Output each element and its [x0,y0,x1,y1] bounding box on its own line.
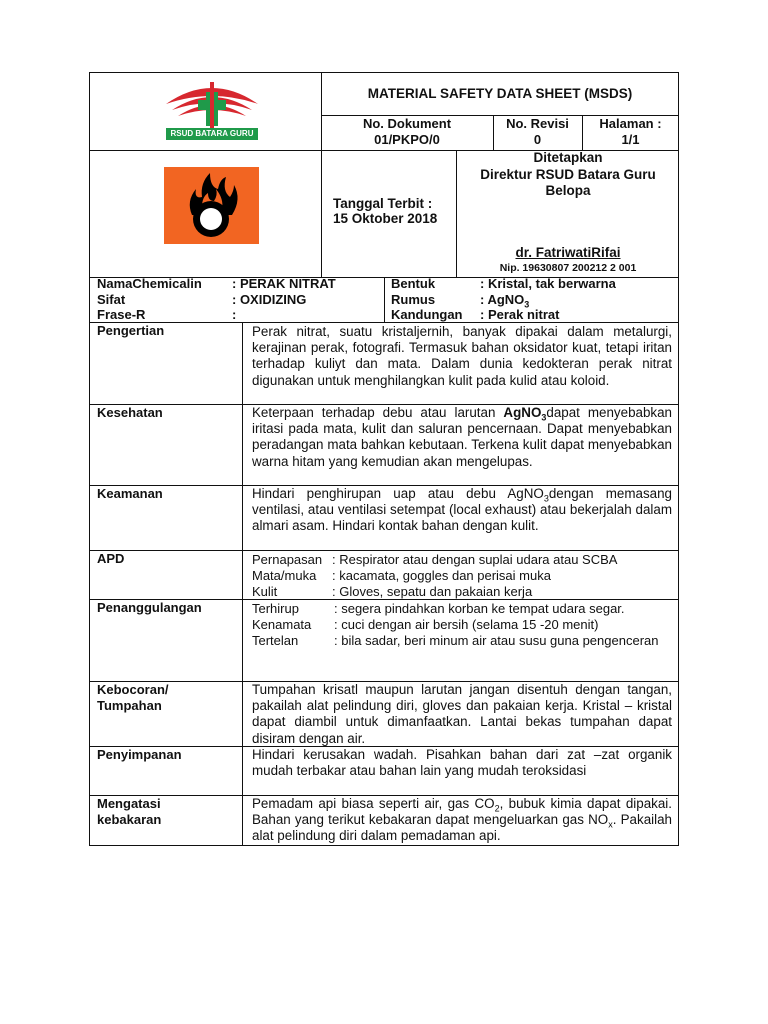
penyimpanan-label: Penyimpanan [97,747,182,762]
penanggulangan-row-kenamata: Kenamata : cuci dengan air bersih (selama 15 -20 menit) [252,617,599,632]
signer-nip: Nip. 19630807 200212 2 001 [499,262,637,274]
approval-line-3: Belopa [545,183,591,198]
chemical-name-value: : PERAK NITRAT [232,276,336,291]
kandungan-value: : Perak nitrat [480,307,560,322]
kesehatan-text: Keterpaan terhadap debu atau larutan AgNO$_3$dapat menyebabkan iritasi pada mata, kulit dan saluran pencernaan. Dapat menyebabkan peradangan mata bahkan kebutaan. Terkena kulit dapat menyebabkan warna hitam yang kemudian akan mengelupas. [252,405,672,469]
apd-row-kulit: Kulit : Gloves, sepatu dan pakaian kerja [252,584,533,599]
bentuk-value: : Kristal, tak berwarna [480,276,616,291]
apd-row-pernapasan: Pernapasan : Respirator atau dengan suplai udara atau SCBA [252,552,618,567]
revision-label: No. Revisi [506,116,569,131]
kebakaran-text: Pemadam api biasa seperti air, gas $CO_2$, bubuk kimia dapat dipakai. Bahan yang terikut kebakaran dapat mengeluarkan gas $NO_x$. Pakailah alat pelindung diri dalam pemadaman api. [252,796,672,844]
hospital-logo [160,78,264,144]
approval-block [457,150,679,200]
doc-number-value: 01/PKPO/0 [374,132,440,147]
kebakaran-label: Mengatasi kebakaran [97,796,162,827]
document-title: MATERIAL SAFETY DATA SHEET (MSDS) [367,86,633,101]
frase-label: Frase-R [97,307,146,322]
apd-row-mata: Mata/muka : kacamata, goggles dan perisai muka [252,568,551,583]
penanggulangan-row-tertelan: Tertelan : bila sadar, beri minum air atau susu guna pengenceran [252,633,659,648]
penanggulangan-list [252,601,672,649]
frase-value: : [232,307,237,322]
rumus-label: Rumus [391,292,436,307]
kebocoran-label: Kebocoran/ Tumpahan [97,682,169,713]
kandungan-label: Kandungan [391,307,463,322]
apd-list [252,552,672,600]
keamanan-text: Hindari penghirupan uap atau debu AgNO$_3$dengan memasang ventilasi, atau ventilasi setempat (local exhaust) atau bekerjalah dalam almari asam. Hindari kontak bahan dengan kulit. [252,486,672,534]
issue-date-value: 15 Oktober 2018 [333,211,438,226]
issue-date-label: Tanggal Terbit : [333,196,433,211]
pengertian-label: Pengertian [97,323,165,338]
logo-caption: RSUD BATARA GURU [166,128,258,140]
apd-label: APD [97,551,125,566]
page-value: 1/1 [621,132,640,147]
oxidizing-hazard-symbol [164,167,259,244]
pengertian-text: Perak nitrat, suatu kristaljernih, banyak dipakai dalam metalurgi, kerajinan perak, fotografi. Termasuk bahan oksidator kuat, tetapi iritan terhadap kuliyt dan mata. Dalam dunia kedokteran perak nitrat digunakan untuk menghilangkan kulit pada kulid atau koloid. [252,324,672,388]
penanggulangan-label: Penanggulangan [97,600,202,615]
kesehatan-label: Kesehatan [97,405,163,420]
signer-name: dr. FatriwatiRifai [515,245,621,260]
kebocoran-text: Tumpahan krisatl maupun larutan jangan disentuh dengan tangan, pakailah alat pelindung diri, gloves dan pakaian kerja. Kristal – kristal dapat diambil untuk dimanfaatkan. Lantai bekas tumpahan dapat disiram dengan air. [252,682,672,746]
sifat-value: : OXIDIZING [232,292,307,307]
penyimpanan-text: Hindari kerusakan wadah. Pisahkan bahan dari zat –zat organik mudah terbakar atau bahan lain yang mudah teroksidasi [252,747,672,779]
penanggulangan-row-terhirup: Terhirup : segera pindahkan korban ke tempat udara segar. [252,601,625,616]
revision-value: 0 [533,132,542,147]
keamanan-label: Keamanan [97,486,163,501]
page-label: Halaman : [599,116,662,131]
sifat-label: Sifat [97,292,126,307]
bentuk-label: Bentuk [391,276,436,291]
rumus-value: : AgNO$_3$ [480,292,530,310]
approval-line-1: Ditetapkan [533,150,603,165]
flame-over-circle-icon [164,167,259,244]
doc-number-label: No. Dokument [362,116,452,131]
hospital-emblem-icon [160,78,264,130]
approval-line-2: Direktur RSUD Batara Guru [480,166,656,182]
chemical-name-label: NamaChemicalin [97,276,202,291]
